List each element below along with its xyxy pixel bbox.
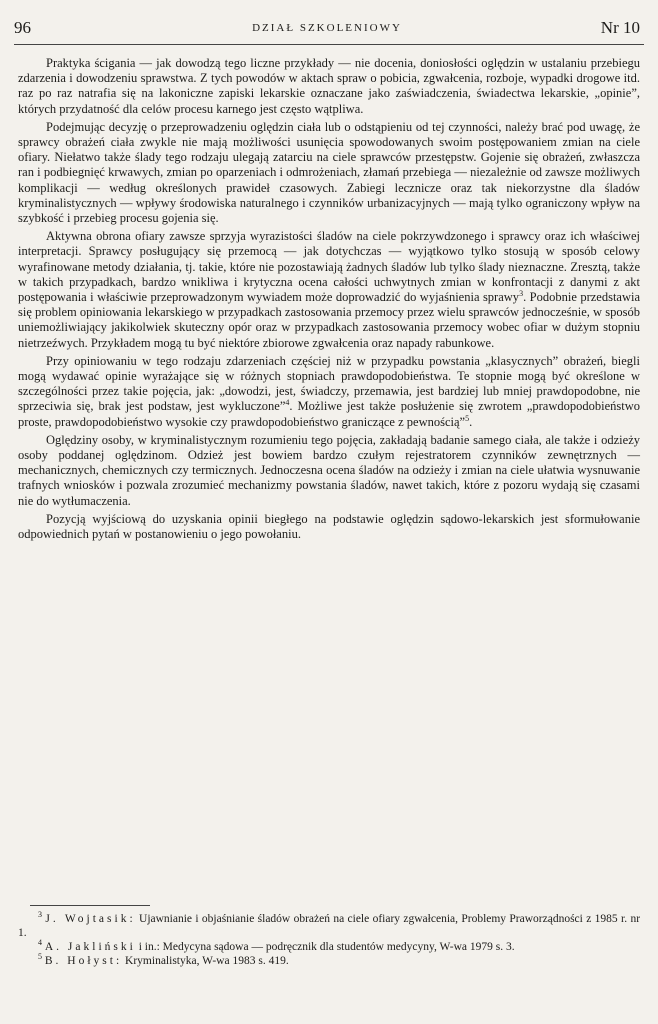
article-body [18, 56, 640, 545]
footnote-author: J. Wojtasik: [45, 913, 136, 925]
paragraph-text: Pozycją wyjściową do uzyskania opinii biegłego na podstawie oględzin sądowo-lekarskich jest sformułowanie odpowiednich pytań w postanowieniu o jego powołaniu. [18, 511, 640, 542]
footnote [18, 912, 640, 940]
paragraph-text: Możliwe jest także posłużenie się zwrotem „prawdopodobieństwo proste, prawdopodobieństwo wysokie czy prawdopodobieństwo graniczące z pewnością” [18, 399, 640, 429]
footnote-number: 3 [38, 910, 42, 920]
paragraph-text: Podobnie przedstawia się problem opiniowania lekarskiego w przypadkach zastosowania przemocy przez wielu sprawców jednocześnie, w sposób uniemożliwiający jakikolwiek skuteczny opór oraz w przypadkach zastosowania przemocy wobec ofiar w dużym stopniu nietrzeźwych. Przykładem mogą tu być niektóre zbiorowe zgwałcenia oraz napady rabunkowe. [18, 290, 641, 350]
paragraph [18, 120, 640, 226]
section-title: DZIAŁ SZKOLENIOWY [252, 22, 402, 34]
footnote-ref: 4 [285, 398, 290, 408]
footnote-number: 4 [38, 938, 42, 948]
footnote [18, 954, 640, 968]
page-header [14, 14, 640, 42]
page-number: 96 [14, 18, 31, 37]
paragraph-text: Podejmując decyzję o przeprowadzeniu oględzin ciała lub o odstąpieniu od tej czynności, należy brać pod uwagę, że sprawcy obrażeń ciała zwykle nie mają możliwości usunięcia spowodowanych swoim postępowaniem zmian na ciele ofiary. Niełatwo także ślady tego rodzaju ulegają zatarciu na ciele sprawców przestępstw. Gojenie się obrażeń, zwłaszcza ran i podbiegnięć krwawych, zmian po oparzeniach i odmrożeniach, złamań przebiega — niezależnie od zawsze możliwych komplikacji — według określonych prawideł czasowych. Zabiegi lecznicze oraz tak niekorzystne dla śladów kryminalistycznych — wpływy środowiska naturalnego i czynników urbanizacyjnych — mają tylko ograniczony wpływ na szybkość i przebieg procesu gojenia się. [18, 119, 640, 226]
footnote-author: A. Jakliński [44, 941, 136, 953]
footnote [18, 940, 640, 954]
paragraph-text: Aktywna obrona ofiary zawsze sprzyja wyrazistości śladów na ciele pokrzywdzonego i sprawcy oraz ich właściwej interpretacji. Sprawcy posługujący się przemocą — jak dotychczas — wyjątkowo tylko stosują w sposób celowy wyrafinowane metody działania, tj. takie, które nie pozostawiają żadnych śladów lub tylko ślady nieznaczne. Zresztą, także w takich przypadkach, bardzo wnikliwa i krytyczna ocena całości uchwytnych zmian w konfrontacji z danymi z akt postępowania i właściwie przeprowadzonym wywiadem może doprowadzić do wyjaśnienia sprawy [18, 229, 640, 305]
footnote-number: 5 [38, 952, 42, 962]
paragraph-text: Przy opiniowaniu w tego rodzaju zdarzeniach częściej niż w przypadku powstania „klasycznych” obrażeń, biegli mogą wydawać opinie wyrażające się w różnych stopniach prawdopodobieństwa. Te stopnie mogą być określone w szczególności przez takie pojęcia, jak: „dowodzi, jest, świadczy, przemawia, jest bardziej lub mniej prawdopodobne, nie sprzeciwia się, brak jest podstaw, jest wykluczone” [18, 353, 640, 414]
paragraph [18, 56, 640, 117]
paragraph-text: Praktyka ścigania — jak dowodzą tego liczne przykłady — nie docenia, doniosłości oględzin w ustalaniu przebiegu zdarzenia i dowodzeniu sprawstwa. Z tych powodów w aktach spraw o pobicia, zgwałcenia, rozboje, wypadki drogowe itd. raz po raz natrafia się na lakoniczne zapiski lekarskie oznaczane jako zaświadczenia, świadectwa lekarskie, „opinie”, których przydatność dla celów procesu karnego jest często wątpliwa. [18, 56, 640, 116]
punctuation: . [469, 414, 473, 429]
paragraph-text: Oględziny osoby, w kryminalistycznym rozumieniu tego pojęcia, zakładają badanie samego ciała, ale także i odzieży osoby poddanej oględzinom. Odzież jest bowiem bardzo czułym rejestratorem czynników zewnętrznych — mechanicznych, chemicznych czy termicznych. Jednoczesna ocena śladów na odzieży i zmian na ciele ułatwia wysnuwanie trafnych wniosków i pozwala zrozumieć mechanizmy powstania śladów, nawet takich, które z pozoru wydają się czasami nie do wytłumaczenia. [18, 432, 640, 508]
footnote-rule [30, 905, 150, 906]
footnote-author: B. Hołyst: [44, 955, 123, 967]
punctuation: . [289, 399, 293, 414]
paragraph: Aktywna obrona ofiary zawsze sprzyja wyrazistości śladów na ciele pokrzywdzonego i sprawcy oraz ich właściwej interpretacji. Sprawcy posługujący się przemocą — jak dotychczas — wyjątkowo tylko stosują w sposób celowy wyrafinowane metody działania, tj. takie, które nie pozostawiają żadnych śladów lub tylko ślady nieznaczne. Zresztą, także w takich przypadkach, bardzo wnikliwa i krytyczna ocena całości uchwytnych zmian w konfrontacji z danymi z akt postępowania i właściwie przeprowadzonym wywiadem może doprowadzić do wyjaśnienia sprawy$^3$. Podobnie przedstawia się problem opiniowania lekarskiego w przypadkach zastosowania przemocy przez wielu sprawców jednocześnie, w sposób uniemożliwiający jakikolwiek skuteczny opór oraz w przypadkach zastosowania przemocy wobec ofiar w dużym stopniu nietrzeźwych. Przykładem mogą tu być niektóre zbiorowe zgwałcenia oraz napady rabunkowe. [18, 229, 641, 350]
footnote-ref: 3 [519, 288, 524, 298]
issue-number: Nr 10 [600, 18, 640, 37]
footnote-text: Ujawnianie i objaśnianie śladów obrażeń na ciele ofiary zgwałcenia, Problemy Praworządności z 1985 r. nr 1. [18, 913, 641, 939]
header-rule [14, 44, 644, 45]
footnote-ref: 5 [465, 413, 470, 423]
footnote-text: Kryminalistyka, W-wa 1983 s. 419. [125, 955, 289, 967]
paragraph [18, 433, 640, 509]
paragraph [18, 354, 640, 430]
paragraph [18, 512, 640, 542]
footnote-text: i in.: Medycyna sądowa — podręcznik dla studentów medycyny, W-wa 1979 s. 3. [138, 941, 515, 953]
footnotes [18, 912, 640, 968]
